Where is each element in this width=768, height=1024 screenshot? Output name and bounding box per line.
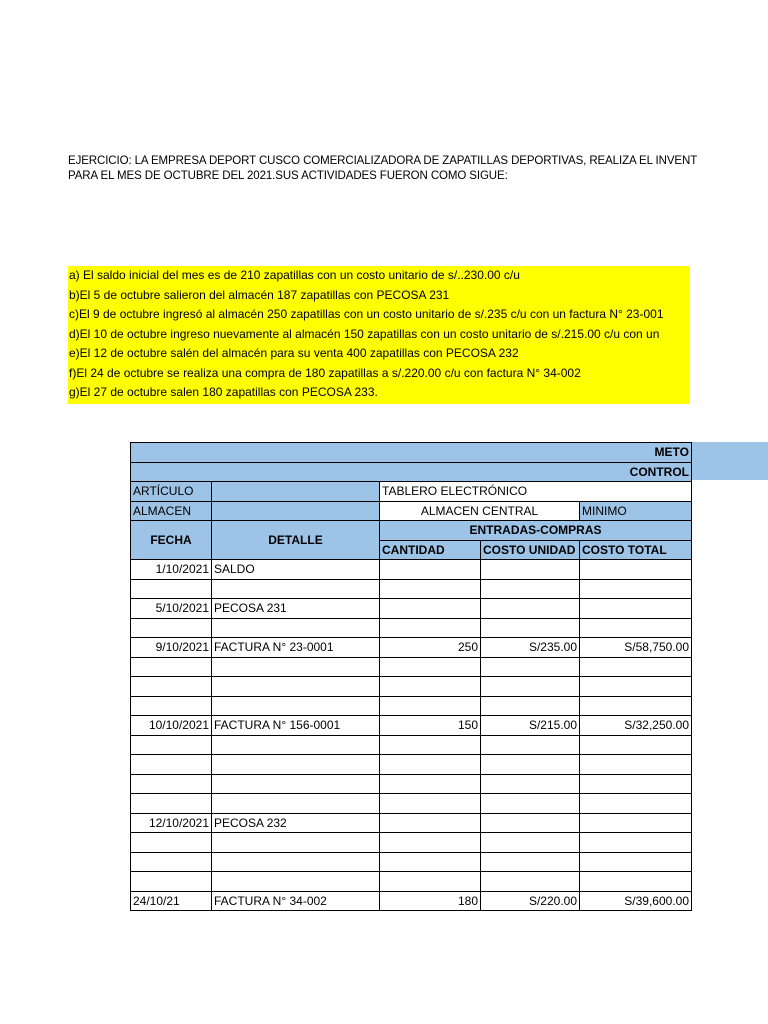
costo-unidad-cell [481,774,580,794]
costo-total-header: COSTO TOTAL [580,540,692,560]
costo-total-cell [580,696,692,716]
costo-unidad-cell: S/220.00 [481,891,580,911]
almacen-row [131,501,692,521]
cantidad-cell [380,774,481,794]
costo-total-cell [580,560,692,580]
detalle-cell [212,618,380,638]
costo-total-cell [580,833,692,853]
activity-e: e)El 12 de octubre salén del almacén para su venta 400 zapatillas con PECOSA 232 [69,346,519,360]
fecha-cell [131,657,212,677]
fecha-cell: 12/10/2021 [131,813,212,833]
detalle-cell: FACTURA N° 23-0001 [212,638,380,658]
detalle-cell [212,774,380,794]
costo-unidad-cell [481,677,580,697]
activities-list [68,266,690,404]
cantidad-cell [380,833,481,853]
costo-unidad-cell [481,657,580,677]
costo-unidad-cell [481,755,580,775]
costo-total-cell [580,755,692,775]
cantidad-cell: 150 [380,716,481,736]
table-row [131,852,692,872]
cantidad-cell [380,755,481,775]
costo-total-cell [580,794,692,814]
fecha-cell [131,677,212,697]
header-fill-extension [690,442,768,480]
costo-unidad-cell [481,599,580,619]
costo-total-cell: S/32,250.00 [580,716,692,736]
minimo-label: MINIMO [580,501,692,521]
detalle-cell: FACTURA N° 34-002 [212,891,380,911]
detalle-cell [212,794,380,814]
fecha-cell: 1/10/2021 [131,560,212,580]
costo-total-cell [580,599,692,619]
table-row [131,579,692,599]
costo-unidad-cell [481,618,580,638]
detalle-cell: PECOSA 231 [212,599,380,619]
cantidad-cell [380,735,481,755]
costo-total-cell: S/39,600.00 [580,891,692,911]
table-row [131,560,692,580]
costo-unidad-cell [481,813,580,833]
detalle-cell [212,852,380,872]
articulo-value: TABLERO ELECTRÓNICO [380,482,692,502]
costo-unidad-header: COSTO UNIDAD [481,540,580,560]
header-row-control [131,462,692,482]
costo-total-cell [580,852,692,872]
table-row [131,677,692,697]
control-header: CONTROL [131,462,692,482]
almacen-label: ALMACEN [131,501,212,521]
cantidad-cell [380,599,481,619]
detalle-cell: FACTURA N° 156-0001 [212,716,380,736]
table-row [131,638,692,658]
fecha-cell [131,852,212,872]
table-row [131,696,692,716]
column-header-row-1 [131,521,692,541]
costo-total-cell [580,872,692,892]
cantidad-cell [380,696,481,716]
fecha-cell [131,579,212,599]
cantidad-header: CANTIDAD [380,540,481,560]
costo-total-cell [580,618,692,638]
cantidad-cell [380,794,481,814]
activity-d: d)El 10 de octubre ingreso nuevamente al almacén 150 zapatillas con un costo unitario de s/.215.00 c/u con un [69,326,660,341]
costo-total-cell [580,813,692,833]
table-row [131,657,692,677]
costo-unidad-cell [481,560,580,580]
fecha-cell [131,774,212,794]
table-row [131,813,692,833]
fecha-header: FECHA [131,521,212,560]
costo-unidad-cell [481,872,580,892]
table-row [131,833,692,853]
table-row [131,755,692,775]
detalle-cell: SALDO [212,560,380,580]
fecha-cell [131,794,212,814]
almacen-spacer [212,501,380,521]
activity-a: a) El saldo inicial del mes es de 210 zapatillas con un costo unitario de s/..230.00 c/u [69,268,520,282]
costo-unidad-cell [481,852,580,872]
detalle-cell [212,833,380,853]
table-row [131,774,692,794]
table-row [131,794,692,814]
table-row [131,891,692,911]
articulo-label: ARTÍCULO [131,482,212,502]
costo-total-cell [580,657,692,677]
entradas-header: ENTRADAS-COMPRAS [380,521,692,541]
exercise-statement [68,154,768,184]
cantidad-cell [380,560,481,580]
detalle-cell [212,872,380,892]
costo-total-cell: S/58,750.00 [580,638,692,658]
fecha-cell [131,696,212,716]
table-row [131,735,692,755]
cantidad-cell [380,813,481,833]
fecha-cell [131,833,212,853]
costo-unidad-cell [481,579,580,599]
cantidad-cell [380,618,481,638]
cantidad-cell [380,657,481,677]
fecha-cell [131,618,212,638]
fecha-cell [131,735,212,755]
detalle-cell [212,677,380,697]
fecha-cell: 5/10/2021 [131,599,212,619]
table-row [131,872,692,892]
fecha-cell [131,872,212,892]
activity-g: g)El 27 de octubre salen 180 zapatillas con PECOSA 233. [69,385,378,399]
almacen-value: ALMACEN CENTRAL [380,501,580,521]
cantidad-cell: 250 [380,638,481,658]
detalle-header: DETALLE [212,521,380,560]
cantidad-cell [380,677,481,697]
detalle-cell [212,657,380,677]
articulo-row [131,482,692,502]
table-row [131,716,692,736]
costo-unidad-cell [481,833,580,853]
costo-unidad-cell [481,794,580,814]
detalle-cell [212,696,380,716]
activity-b: b)El 5 de octubre salieron del almacén 187 zapatillas con PECOSA 231 [69,287,450,302]
cantidad-cell [380,579,481,599]
detalle-cell [212,579,380,599]
articulo-spacer [212,482,380,502]
table-row [131,599,692,619]
method-header: METO [131,443,692,463]
exercise-line-2: PARA EL MES DE OCTUBRE DEL 2021.SUS ACTIVIDADES FUERON COMO SIGUE: [68,170,508,182]
costo-total-cell [580,579,692,599]
activity-c: c)El 9 de octubre ingresó al almacén 250 zapatillas con un costo unitario de s/.235 c/u con un factura N° 23-001 [69,307,664,321]
fecha-cell: 24/10/21 [131,891,212,911]
costo-unidad-cell [481,696,580,716]
costo-total-cell [580,677,692,697]
cantidad-cell: 180 [380,891,481,911]
detalle-cell [212,735,380,755]
costo-total-cell [580,774,692,794]
activity-f: f)El 24 de octubre se realiza una compra de 180 zapatillas a s/.220.00 c/u con factura N° 34-002 [69,365,581,380]
table-row [131,618,692,638]
inventory-card-table [130,442,692,911]
costo-total-cell [580,735,692,755]
fecha-cell: 10/10/2021 [131,716,212,736]
exercise-line-1: EJERCICIO: LA EMPRESA DEPORT CUSCO COMERCIALIZADORA DE ZAPATILLAS DEPORTIVAS, REALIZA EL INVENT [68,155,698,167]
cantidad-cell [380,852,481,872]
detalle-cell: PECOSA 232 [212,813,380,833]
header-row-method [131,443,692,463]
cantidad-cell [380,872,481,892]
costo-unidad-cell: S/235.00 [481,638,580,658]
costo-unidad-cell: S/215.00 [481,716,580,736]
fecha-cell: 9/10/2021 [131,638,212,658]
detalle-cell [212,755,380,775]
costo-unidad-cell [481,735,580,755]
fecha-cell [131,755,212,775]
